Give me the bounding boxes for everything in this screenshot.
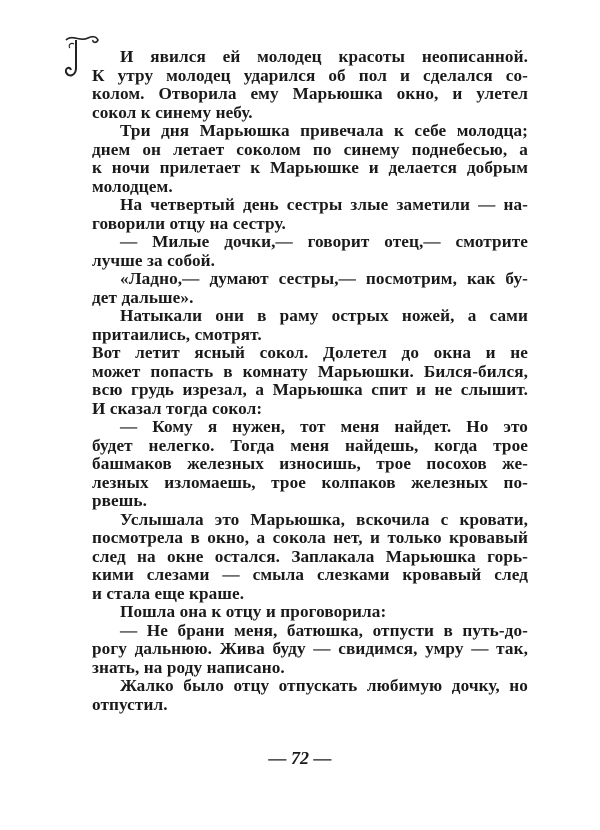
text-line: лучше за собой. (92, 250, 216, 270)
text-line: говорили отцу на сестру. (92, 213, 286, 233)
text-line: — Милые дочки,— говорит отец,— смотрите (120, 232, 528, 251)
paragraph (92, 677, 528, 714)
text-line: рвешь. (92, 491, 147, 510)
paragraph (92, 344, 528, 418)
text-line: посмотрела в окно, а сокола нет, и только кровавый (92, 528, 528, 547)
text-line: И сказал тогда сокол: (92, 398, 263, 418)
text-line: след на окне остался. Заплакала Марьюшка горь- (92, 546, 528, 566)
text-line: всю грудь изрезал, а Марьюшка спит и не слышит. (92, 380, 528, 399)
text-line: сокол к синему небу. (92, 102, 253, 122)
text-line: и стала еще краше. (92, 583, 245, 603)
paragraph (92, 122, 528, 196)
text-line: днем он летает соколом по синему поднебесью, а (92, 139, 528, 159)
paragraph (92, 418, 528, 511)
page-number: — 72 — (268, 748, 332, 768)
paragraph (92, 48, 528, 122)
paragraph (92, 270, 528, 307)
paragraph (92, 196, 528, 233)
text-line: дет дальше». (92, 287, 194, 307)
paragraph (92, 622, 528, 678)
paragraph (92, 511, 528, 604)
text-line: Три дня Марьюшка привечала к себе молодца; (120, 121, 528, 140)
text-line: Натыкали они в раму острых ножей, а сами (120, 306, 528, 325)
text-line: — Не брани меня, батюшка, отпусти в путь-до- (120, 620, 528, 640)
text-line: будет нелегко. Тогда меня найдешь, когда трое (92, 435, 528, 455)
body-text (92, 48, 528, 714)
text-line: Жалко было отцу отпускать любимую дочку, но (120, 676, 528, 695)
text-line: К утру молодец ударился об пол и сделался со- (92, 65, 528, 85)
paragraph (92, 603, 528, 622)
text-line: притаились, смотрят. (92, 324, 262, 344)
paragraph (92, 233, 528, 270)
text-line: знать, на роду написано. (92, 657, 285, 677)
text-line: Вот летит ясный сокол. Долетел до окна и не (92, 343, 528, 362)
text-line: Пошла она к отцу и проговорила: (120, 602, 387, 621)
text-line: кими слезами — смыла слезками кровавый след (92, 565, 528, 584)
text-line: лезных изломаешь, трое колпаков железных по- (92, 472, 528, 492)
text-line: может попасть в комнату Марьюшки. Бился-бился, (92, 361, 528, 381)
text-line: молодцем. (92, 176, 173, 196)
paragraph (92, 307, 528, 344)
text-line: отпустил. (92, 694, 168, 714)
text-line: На четвертый день сестры злые заметили — на- (120, 195, 528, 214)
text-line: — Кому я нужен, тот меня найдет. Но это (120, 417, 528, 436)
text-line: рогу дальнюю. Жива буду — свидимся, умру — так, (92, 639, 528, 658)
text-line: «Ладно,— думают сестры,— посмотрим, как бу- (120, 269, 528, 288)
text-line: Услышала это Марьюшка, вскочила с кровати, (120, 509, 528, 529)
text-line: И явился ей молодец красоты неописанной. (120, 47, 528, 66)
text-line: колом. Отворила ему Марьюшка окно, и улетел (92, 84, 528, 103)
text-line: к ночи прилетает к Марьюшке и делается добрым (92, 158, 528, 177)
text-line: башмаков железных износишь, трое посохов же- (92, 454, 528, 473)
